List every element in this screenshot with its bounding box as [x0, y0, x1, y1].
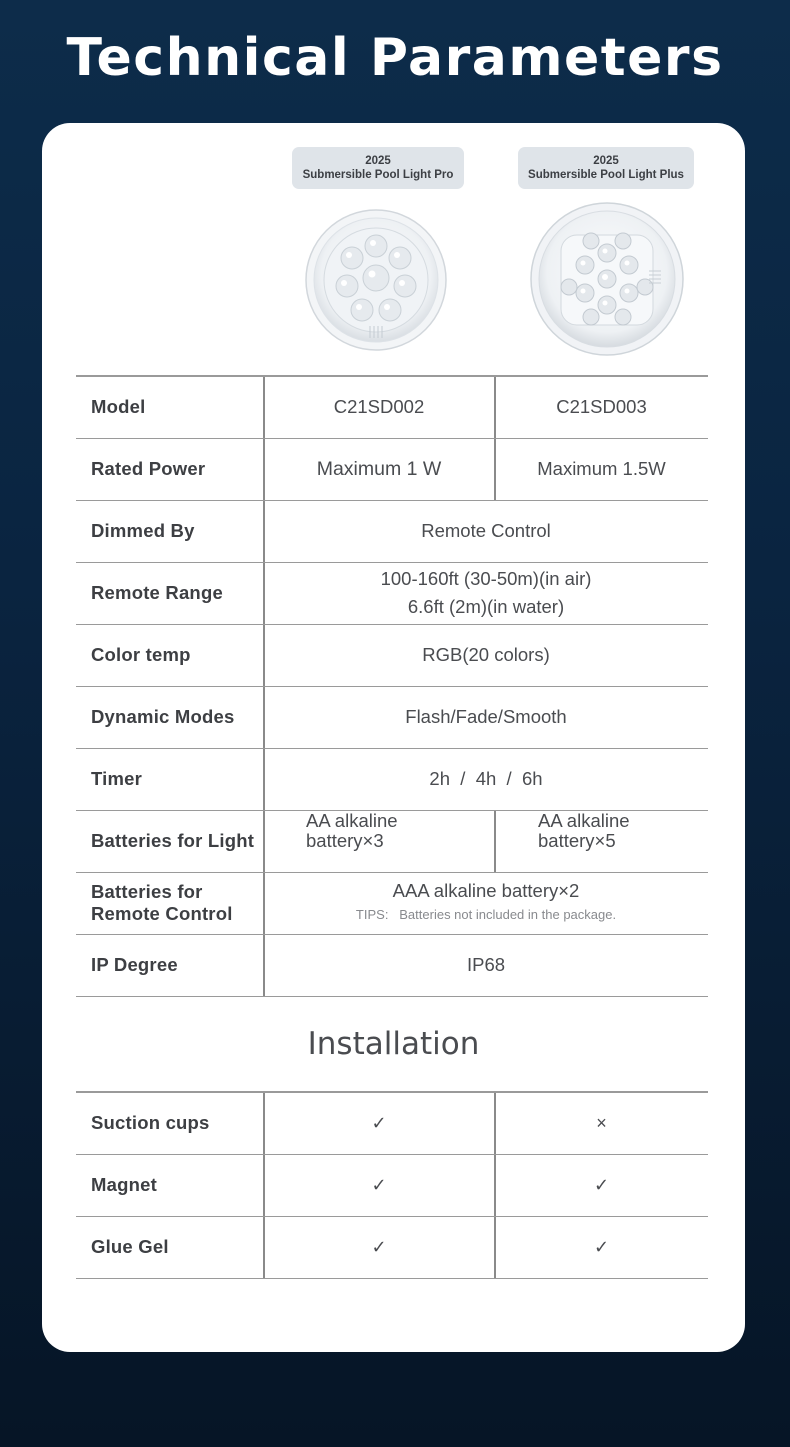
batteries-remote-text: AAA alkaline battery×2 — [392, 880, 580, 901]
installation-title: Installation — [307, 1026, 480, 1062]
row-label — [91, 873, 233, 934]
product-header-plus — [518, 147, 694, 189]
spec-row-batteries-light — [76, 811, 708, 873]
install-row-suction-cups — [76, 1093, 708, 1155]
pool-light-pro-image — [304, 208, 448, 352]
specs-table — [76, 375, 708, 997]
row-label: Remote Range — [91, 582, 223, 603]
cross-icon: × — [596, 1112, 607, 1133]
remote-range-air: 100-160ft (30-50m)(in air) — [380, 568, 592, 589]
batteries-pro-line2: battery×3 — [306, 829, 384, 851]
batteries-remote-value — [264, 873, 708, 934]
product-name: Submersible Pool Light Plus — [528, 169, 684, 181]
product-year: 2025 — [593, 155, 619, 167]
spec-row-dimmed-by — [76, 501, 708, 563]
power-pro: Maximum 1 W — [316, 457, 442, 480]
spec-row-timer — [76, 749, 708, 811]
dynamic-modes-value: Flash/Fade/Smooth — [405, 706, 567, 727]
spec-row-rated-power — [76, 439, 708, 501]
check-icon: ✓ — [371, 1112, 387, 1133]
pool-light-plus-image — [529, 201, 685, 357]
page-title: Technical Parameters — [66, 28, 724, 88]
spec-row-ip-degree — [76, 935, 708, 997]
spec-card — [42, 123, 745, 1352]
installation-table — [76, 1091, 708, 1279]
product-year: 2025 — [365, 155, 391, 167]
row-label-line2: Remote Control — [91, 903, 233, 924]
check-icon: ✓ — [593, 1236, 610, 1257]
batteries-light-plus — [495, 811, 708, 872]
remote-range-water: 6.6ft (2m)(in water) — [407, 596, 565, 617]
timer-value: 2h / 4h / 6h — [429, 768, 543, 789]
row-label: Model — [91, 396, 146, 417]
install-row-glue-gel — [76, 1217, 708, 1279]
batteries-plus-line1: AA alkaline — [538, 809, 630, 831]
model-pro: C21SD002 — [333, 396, 425, 417]
tips-note: TIPS: Batteries not included in the package. — [355, 907, 617, 922]
row-label: Suction cups — [91, 1112, 210, 1133]
power-plus: Maximum 1.5W — [537, 458, 666, 479]
ip-degree-value: IP68 — [466, 954, 506, 975]
row-label: Dimmed By — [91, 520, 195, 541]
row-label: Magnet — [91, 1174, 157, 1195]
remote-range-value — [264, 563, 708, 624]
batteries-light-pro — [264, 811, 494, 872]
row-label: Timer — [91, 768, 143, 789]
row-label: Rated Power — [91, 458, 206, 479]
spec-row-batteries-remote — [76, 873, 708, 935]
color-temp-value: RGB(20 colors) — [422, 644, 550, 665]
dimmed-by-value: Remote Control — [421, 520, 551, 541]
product-name: Submersible Pool Light Pro — [302, 169, 454, 181]
spec-row-color-temp — [76, 625, 708, 687]
row-label: IP Degree — [91, 954, 178, 975]
row-label: Glue Gel — [91, 1236, 169, 1257]
model-plus: C21SD003 — [556, 396, 647, 417]
batteries-pro-line1: AA alkaline — [306, 809, 398, 831]
spec-row-model — [76, 377, 708, 439]
row-label: Color temp — [91, 644, 191, 665]
spec-row-remote-range — [76, 563, 708, 625]
check-icon: ✓ — [593, 1174, 610, 1195]
batteries-plus-line2: battery×5 — [538, 829, 616, 851]
check-icon: ✓ — [371, 1236, 387, 1257]
product-header-pro — [292, 147, 464, 189]
install-row-magnet — [76, 1155, 708, 1217]
check-icon: ✓ — [371, 1174, 387, 1195]
row-label-line1: Batteries for — [91, 881, 203, 902]
row-label: Dynamic Modes — [91, 706, 235, 727]
spec-row-dynamic-modes — [76, 687, 708, 749]
row-label: Batteries for Light — [91, 830, 255, 851]
